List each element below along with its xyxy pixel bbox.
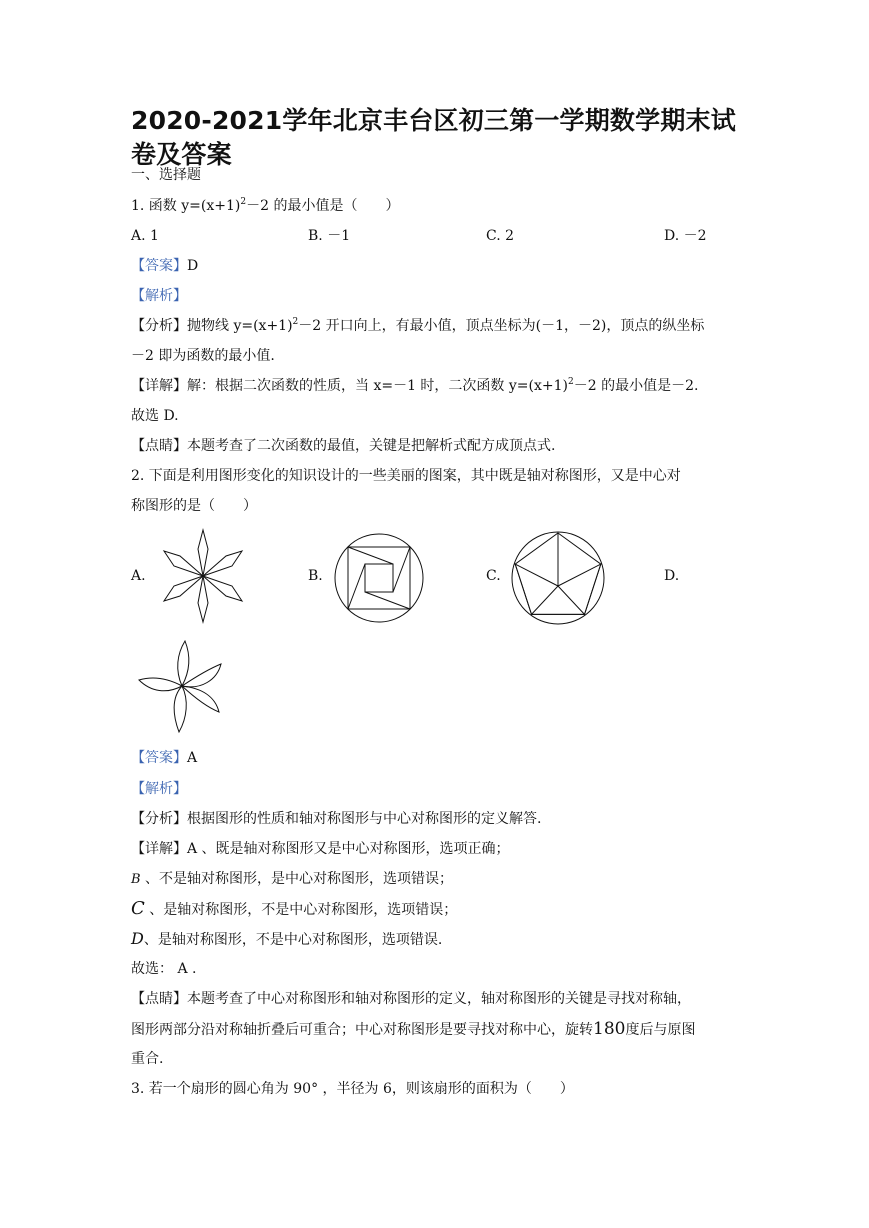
q2-option-b-explain <box>131 869 453 890</box>
xiangjie-text-end: －2 的最小值是－2. <box>573 378 699 394</box>
q2-label-a: A. <box>131 568 146 584</box>
xiangjie-text: 解：根据二次函数的性质，当 x=－1 时，二次函数 y=(x+1) <box>187 378 568 394</box>
option-letter: B <box>131 872 141 887</box>
option-explain-text: 、是轴对称图形，不是中心对称图形，选项错误； <box>149 902 458 918</box>
q1-option-b: B. －1 <box>308 228 351 244</box>
q2-option-c-explain <box>131 899 457 920</box>
fenxi-text: 根据图形的性质和轴对称图形与中心对称图形的定义解答. <box>187 811 542 827</box>
q2-dianjing-line2 <box>131 1019 695 1040</box>
q2-fenxi <box>131 809 541 829</box>
q2-dianjing-line3: 重合. <box>131 1051 164 1067</box>
dianjing-text: 本题考查了中心对称图形和轴对称图形的定义，轴对称图形的关键是寻找对称轴， <box>187 991 691 1007</box>
q2-dianjing-line1 <box>131 989 691 1009</box>
q1-option-d: D. －2 <box>664 228 707 244</box>
q2-label-b: B. <box>308 568 323 584</box>
answer-tag: 【答案】 <box>131 750 187 766</box>
q1-choose: 故选 D. <box>131 408 179 424</box>
figure-a-six-petal-star <box>160 527 246 625</box>
q1-dianjing <box>131 436 555 456</box>
q1-fenxi-line2: －2 即为函数的最小值. <box>131 348 275 364</box>
section-heading: 一、选择题 <box>131 167 201 183</box>
page-title: 2020-2021学年北京丰台区初三第一学期数学期末试卷及答案 <box>131 106 736 169</box>
figure-d-three-petal-flower <box>135 638 225 734</box>
q2-label-d: D. <box>664 568 680 584</box>
figure-c-circle-pentagon-star <box>510 530 606 626</box>
answer-value: A <box>187 750 198 766</box>
option-letter: C <box>131 898 145 919</box>
dianjing-text-end: 度后与原图 <box>625 1022 696 1038</box>
q2-label-c: C. <box>486 568 501 584</box>
q2-answer <box>131 748 197 768</box>
answer-value: D <box>187 258 199 274</box>
dianjing-number: 180 <box>593 1019 626 1039</box>
q1-stem-text-end: －2 的最小值是（ ） <box>246 198 400 214</box>
fenxi-text: 抛物线 y=(x+1) <box>187 318 293 334</box>
option-letter: D <box>131 929 144 948</box>
fenxi-tag: 【分析】 <box>131 318 187 334</box>
q1-fenxi <box>131 316 704 336</box>
dianjing-text: 本题考查了二次函数的最值，关键是把解析式配方成顶点式. <box>187 438 556 454</box>
q1-xiangjie <box>131 376 698 396</box>
figure-b-circle-square-pinwheel <box>333 532 425 624</box>
q3-stem: 3. 若一个扇形的圆心角为 90° ，半径为 6，则该扇形的面积为（ ） <box>131 1081 574 1097</box>
xiangjie-tag: 【详解】 <box>131 378 187 394</box>
q2-stem-line1: 2. 下面是利用图形变化的知识设计的一些美丽的图案，其中既是轴对称图形，又是中心对 <box>131 468 681 484</box>
q2-option-d-explain <box>131 929 442 950</box>
q1-stem-text: 1. 函数 y=(x+1) <box>131 198 241 214</box>
q1-stem <box>131 196 399 216</box>
xiangjie-tag: 【详解】 <box>131 841 187 857</box>
option-explain-text: 、是轴对称图形，不是中心对称图形，选项错误. <box>143 932 443 948</box>
answer-tag: 【答案】 <box>131 258 187 274</box>
q1-analysis-tag: 【解析】 <box>131 288 187 304</box>
q2-analysis-tag: 【解析】 <box>131 781 187 797</box>
dianjing-tag: 【点睛】 <box>131 991 187 1007</box>
q1-option-c: C. 2 <box>486 228 515 244</box>
q1-option-a: A. 1 <box>131 228 159 244</box>
q2-stem-line2: 称图形的是（ ） <box>131 498 257 514</box>
dianjing-text: 图形两部分沿对称轴折叠后可重合；中心对称图形是要寻找对称中心，旋转 <box>131 1022 593 1038</box>
dianjing-tag: 【点睛】 <box>131 438 187 454</box>
q2-choose: 故选： A . <box>131 961 197 977</box>
fenxi-text-end: －2 开口向上，有最小值，顶点坐标为(－1，－2)，顶点的纵坐标 <box>298 318 705 334</box>
fenxi-tag: 【分析】 <box>131 811 187 827</box>
q1-answer <box>131 256 198 276</box>
fenxi-exponent: 2 <box>292 317 299 327</box>
option-explain-text: 、不是轴对称图形，是中心对称图形，选项错误； <box>145 871 454 887</box>
q2-xiangjie <box>131 839 510 859</box>
q1-stem-exponent: 2 <box>240 197 247 207</box>
xiangjie-text: A 、既是轴对称图形又是中心对称图形，选项正确； <box>187 841 510 857</box>
xiangjie-exponent: 2 <box>567 377 574 387</box>
